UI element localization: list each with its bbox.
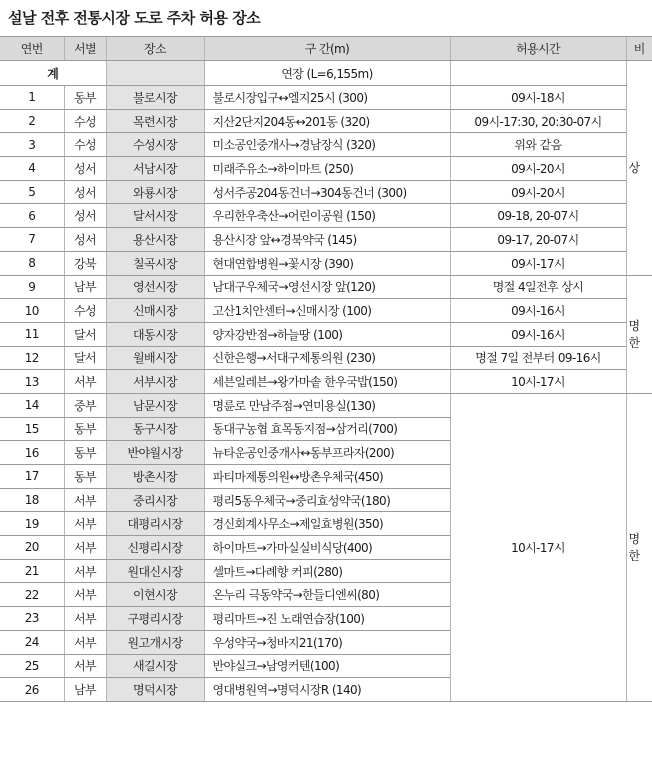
table-row xyxy=(0,204,652,228)
row-no: 20 xyxy=(0,536,64,560)
row-route: 고산1치안센터→신매시장 (100) xyxy=(204,299,450,323)
row-station: 남부 xyxy=(64,678,106,702)
row-market: 중리시장 xyxy=(106,488,204,512)
row-market: 불로시장 xyxy=(106,86,204,110)
row-route: 우리한우축산→어린이공원 (150) xyxy=(204,204,450,228)
row-time: 09-17, 20-07시 xyxy=(450,228,626,252)
row-route: 우성약국→청바지21(170) xyxy=(204,630,450,654)
remark-a: 상 xyxy=(626,61,652,276)
row-route: 뉴타운공인중개사↔동부프라자(200) xyxy=(204,441,450,465)
row-no: 12 xyxy=(0,346,64,370)
page-title: 설날 전후 전통시장 도로 주차 허용 장소 xyxy=(8,9,261,27)
row-time: 09시-20시 xyxy=(450,180,626,204)
row-market: 남문시장 xyxy=(106,393,204,417)
header-no: 연번 xyxy=(0,37,64,61)
row-station: 수성 xyxy=(64,133,106,157)
row-time: 09시-18시 xyxy=(450,86,626,110)
row-market: 반야월시장 xyxy=(106,441,204,465)
header-market: 장소 xyxy=(106,37,204,61)
row-no: 22 xyxy=(0,583,64,607)
row-market: 달서시장 xyxy=(106,204,204,228)
row-route: 미소공인중개사→경남장식 (320) xyxy=(204,133,450,157)
row-time: 09시-20시 xyxy=(450,157,626,181)
row-no: 11 xyxy=(0,322,64,346)
row-route: 미래주유소→하이마트 (250) xyxy=(204,157,450,181)
total-market-empty xyxy=(106,61,204,86)
table-row xyxy=(0,275,652,299)
row-no: 17 xyxy=(0,465,64,489)
row-time: 09시-16시 xyxy=(450,322,626,346)
row-station: 수성 xyxy=(64,299,106,323)
row-market: 동구시장 xyxy=(106,417,204,441)
remark-c xyxy=(626,393,652,701)
row-no: 21 xyxy=(0,559,64,583)
row-no: 8 xyxy=(0,251,64,275)
row-no: 1 xyxy=(0,86,64,110)
row-time: 명절 7일 전부터 09-16시 xyxy=(450,346,626,370)
table-row xyxy=(0,180,652,204)
row-station: 동부 xyxy=(64,441,106,465)
row-station: 동부 xyxy=(64,417,106,441)
row-station: 수성 xyxy=(64,109,106,133)
row-time: 10시-17시 xyxy=(450,370,626,394)
row-market: 명덕시장 xyxy=(106,678,204,702)
row-station: 서부 xyxy=(64,488,106,512)
total-row xyxy=(0,61,652,86)
row-no: 7 xyxy=(0,228,64,252)
total-label: 계 xyxy=(0,61,106,86)
row-station: 서부 xyxy=(64,583,106,607)
row-no: 16 xyxy=(0,441,64,465)
row-market: 영선시장 xyxy=(106,275,204,299)
row-no: 3 xyxy=(0,133,64,157)
row-station: 중부 xyxy=(64,393,106,417)
row-market: 서부시장 xyxy=(106,370,204,394)
row-market: 구평리시장 xyxy=(106,607,204,631)
row-station: 성서 xyxy=(64,228,106,252)
row-station: 달서 xyxy=(64,322,106,346)
row-route: 양자강반점→하늘땅 (100) xyxy=(204,322,450,346)
row-market: 신평리시장 xyxy=(106,536,204,560)
row-route: 명륜로 만남주점→연미용실(130) xyxy=(204,393,450,417)
total-route: 연장 (L=6,155m) xyxy=(204,61,450,86)
row-route: 용산시장 앞↔경북약국 (145) xyxy=(204,228,450,252)
row-route: 신한은행→서대구제통의원 (230) xyxy=(204,346,450,370)
row-station: 강북 xyxy=(64,251,106,275)
row-station: 서부 xyxy=(64,630,106,654)
row-station: 서부 xyxy=(64,654,106,678)
header-time: 허용시간 xyxy=(450,37,626,61)
row-route: 현대연합병원→꽃시장 (390) xyxy=(204,251,450,275)
row-market: 방촌시장 xyxy=(106,465,204,489)
row-no: 26 xyxy=(0,678,64,702)
row-no: 9 xyxy=(0,275,64,299)
row-no: 25 xyxy=(0,654,64,678)
row-market: 원대신시장 xyxy=(106,559,204,583)
total-time-empty xyxy=(450,61,626,86)
row-no: 23 xyxy=(0,607,64,631)
row-no: 5 xyxy=(0,180,64,204)
table-row xyxy=(0,251,652,275)
table-row xyxy=(0,157,652,181)
row-station: 동부 xyxy=(64,86,106,110)
row-no: 18 xyxy=(0,488,64,512)
table-row xyxy=(0,393,652,417)
row-market: 와룡시장 xyxy=(106,180,204,204)
table-row xyxy=(0,370,652,394)
header-remark: 비 xyxy=(626,37,652,61)
table-row xyxy=(0,133,652,157)
row-market: 새길시장 xyxy=(106,654,204,678)
row-station: 서부 xyxy=(64,536,106,560)
row-station: 서부 xyxy=(64,370,106,394)
table-row xyxy=(0,109,652,133)
row-no: 24 xyxy=(0,630,64,654)
row-route: 불로시장입구↔엘지25시 (300) xyxy=(204,86,450,110)
row-route: 성서주공204동건너→304동건너 (300) xyxy=(204,180,450,204)
row-no: 6 xyxy=(0,204,64,228)
row-station: 서부 xyxy=(64,559,106,583)
table-row xyxy=(0,346,652,370)
table-row xyxy=(0,299,652,323)
row-route: 동대구농협 효목동지점→삼거리(700) xyxy=(204,417,450,441)
row-market: 대평리시장 xyxy=(106,512,204,536)
row-route: 세븐일레븐→왕가마솥 한우국밥(150) xyxy=(204,370,450,394)
row-no: 4 xyxy=(0,157,64,181)
row-market: 용산시장 xyxy=(106,228,204,252)
row-route: 평리마트→진 노래연습장(100) xyxy=(204,607,450,631)
row-market: 목련시장 xyxy=(106,109,204,133)
row-market: 월배시장 xyxy=(106,346,204,370)
row-time: 09시-17:30, 20:30-07시 xyxy=(450,109,626,133)
row-station: 성서 xyxy=(64,204,106,228)
row-route: 경신회계사무소→제일효병원(350) xyxy=(204,512,450,536)
row-route: 남대구우체국→영선시장 앞(120) xyxy=(204,275,450,299)
row-station: 달서 xyxy=(64,346,106,370)
row-station: 서부 xyxy=(64,607,106,631)
row-no: 15 xyxy=(0,417,64,441)
row-station: 서부 xyxy=(64,512,106,536)
row-market: 칠곡시장 xyxy=(106,251,204,275)
merged-time-cell: 10시-17시 xyxy=(450,393,626,701)
row-no: 10 xyxy=(0,299,64,323)
row-no: 13 xyxy=(0,370,64,394)
row-route: 반야실크→남영커텐(100) xyxy=(204,654,450,678)
table-row xyxy=(0,86,652,110)
remark-b xyxy=(626,275,652,393)
row-no: 2 xyxy=(0,109,64,133)
row-time: 위와 같음 xyxy=(450,133,626,157)
row-route: 파티마제통의원↔방촌우체국(450) xyxy=(204,465,450,489)
remark-c-line2: 한 xyxy=(628,549,640,564)
row-route: 영대병원역→명덕시장R (140) xyxy=(204,678,450,702)
header-route: 구 간(m) xyxy=(204,37,450,61)
row-route: 평리5동우체국→중리효성약국(180) xyxy=(204,488,450,512)
remark-b-line2: 한 xyxy=(628,336,640,351)
table-header xyxy=(0,37,652,61)
row-market: 수성시장 xyxy=(106,133,204,157)
row-route: 하이마트→가마실실비식당(400) xyxy=(204,536,450,560)
row-station: 성서 xyxy=(64,157,106,181)
remark-b-line1: 명 xyxy=(628,319,640,334)
row-market: 원고개시장 xyxy=(106,630,204,654)
row-route: 지산2단지204동↔201동 (320) xyxy=(204,109,450,133)
parking-table xyxy=(0,36,652,702)
row-route: 셀마트→다례향 커피(280) xyxy=(204,559,450,583)
row-market: 서남시장 xyxy=(106,157,204,181)
row-station: 성서 xyxy=(64,180,106,204)
row-market: 이현시장 xyxy=(106,583,204,607)
table-row xyxy=(0,228,652,252)
row-time: 09-18, 20-07시 xyxy=(450,204,626,228)
row-route: 온누리 극동약국→한들디엔씨(80) xyxy=(204,583,450,607)
row-time: 09시-16시 xyxy=(450,299,626,323)
remark-c-line1: 명 xyxy=(628,532,640,547)
row-station: 남부 xyxy=(64,275,106,299)
row-market: 대동시장 xyxy=(106,322,204,346)
row-time: 09시-17시 xyxy=(450,251,626,275)
row-time: 명절 4일전후 상시 xyxy=(450,275,626,299)
row-station: 동부 xyxy=(64,465,106,489)
header-station: 서별 xyxy=(64,37,106,61)
row-no: 14 xyxy=(0,393,64,417)
row-no: 19 xyxy=(0,512,64,536)
row-market: 신매시장 xyxy=(106,299,204,323)
table-row xyxy=(0,322,652,346)
